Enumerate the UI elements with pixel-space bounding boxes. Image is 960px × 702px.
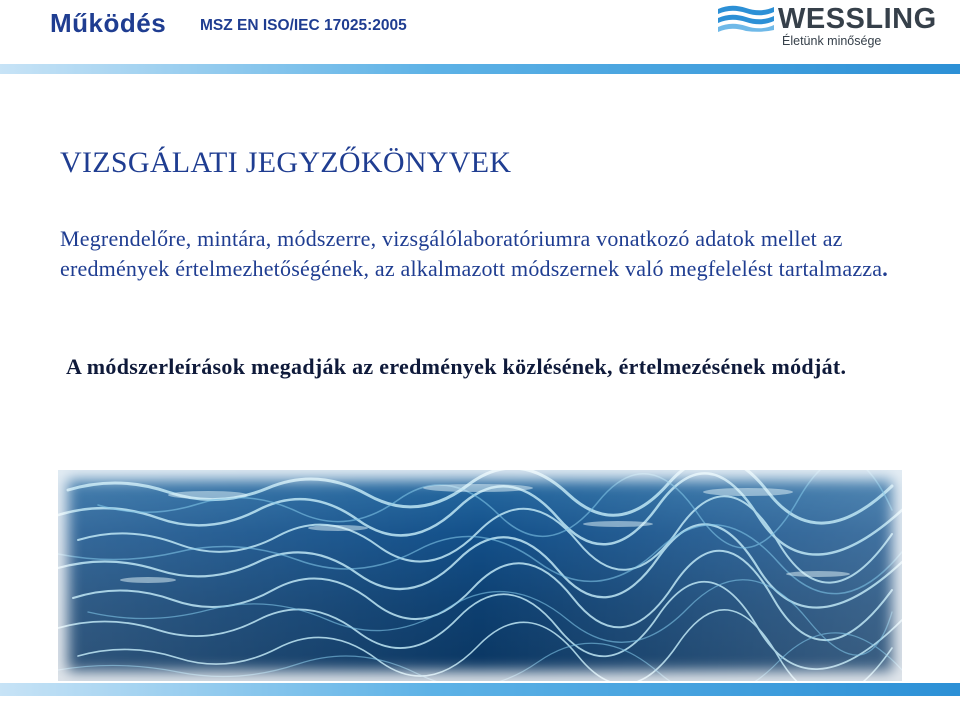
body-paragraph <box>60 224 930 284</box>
bottom-divider-bar <box>0 683 960 696</box>
page-title: VIZSGÁLATI JEGYZŐKÖNYVEK <box>60 146 512 179</box>
logo-tagline: Életünk minősége <box>782 34 882 48</box>
top-divider-bar <box>0 64 960 74</box>
logo-name: WESSLING <box>778 3 937 35</box>
emphasis-paragraph: A módszerleírások megadják az eredmények közlésének, értelmezésének módját. <box>66 354 847 379</box>
header-title: Működés <box>50 8 167 38</box>
body-paragraph-text: Megrendelőre, mintára, módszerre, vizsgálólaboratóriumra vonatkozó adatok mellet az eredmények értelmezhetőségének, az alkalmazott módszernek való megfelelést tartalmazza <box>60 226 883 281</box>
wessling-logo <box>716 3 956 53</box>
water-photo <box>58 470 902 681</box>
body-paragraph-end: . <box>882 256 888 281</box>
header-subtitle: MSZ EN ISO/IEC 17025:2005 <box>200 17 407 34</box>
wave-icon <box>716 3 776 33</box>
